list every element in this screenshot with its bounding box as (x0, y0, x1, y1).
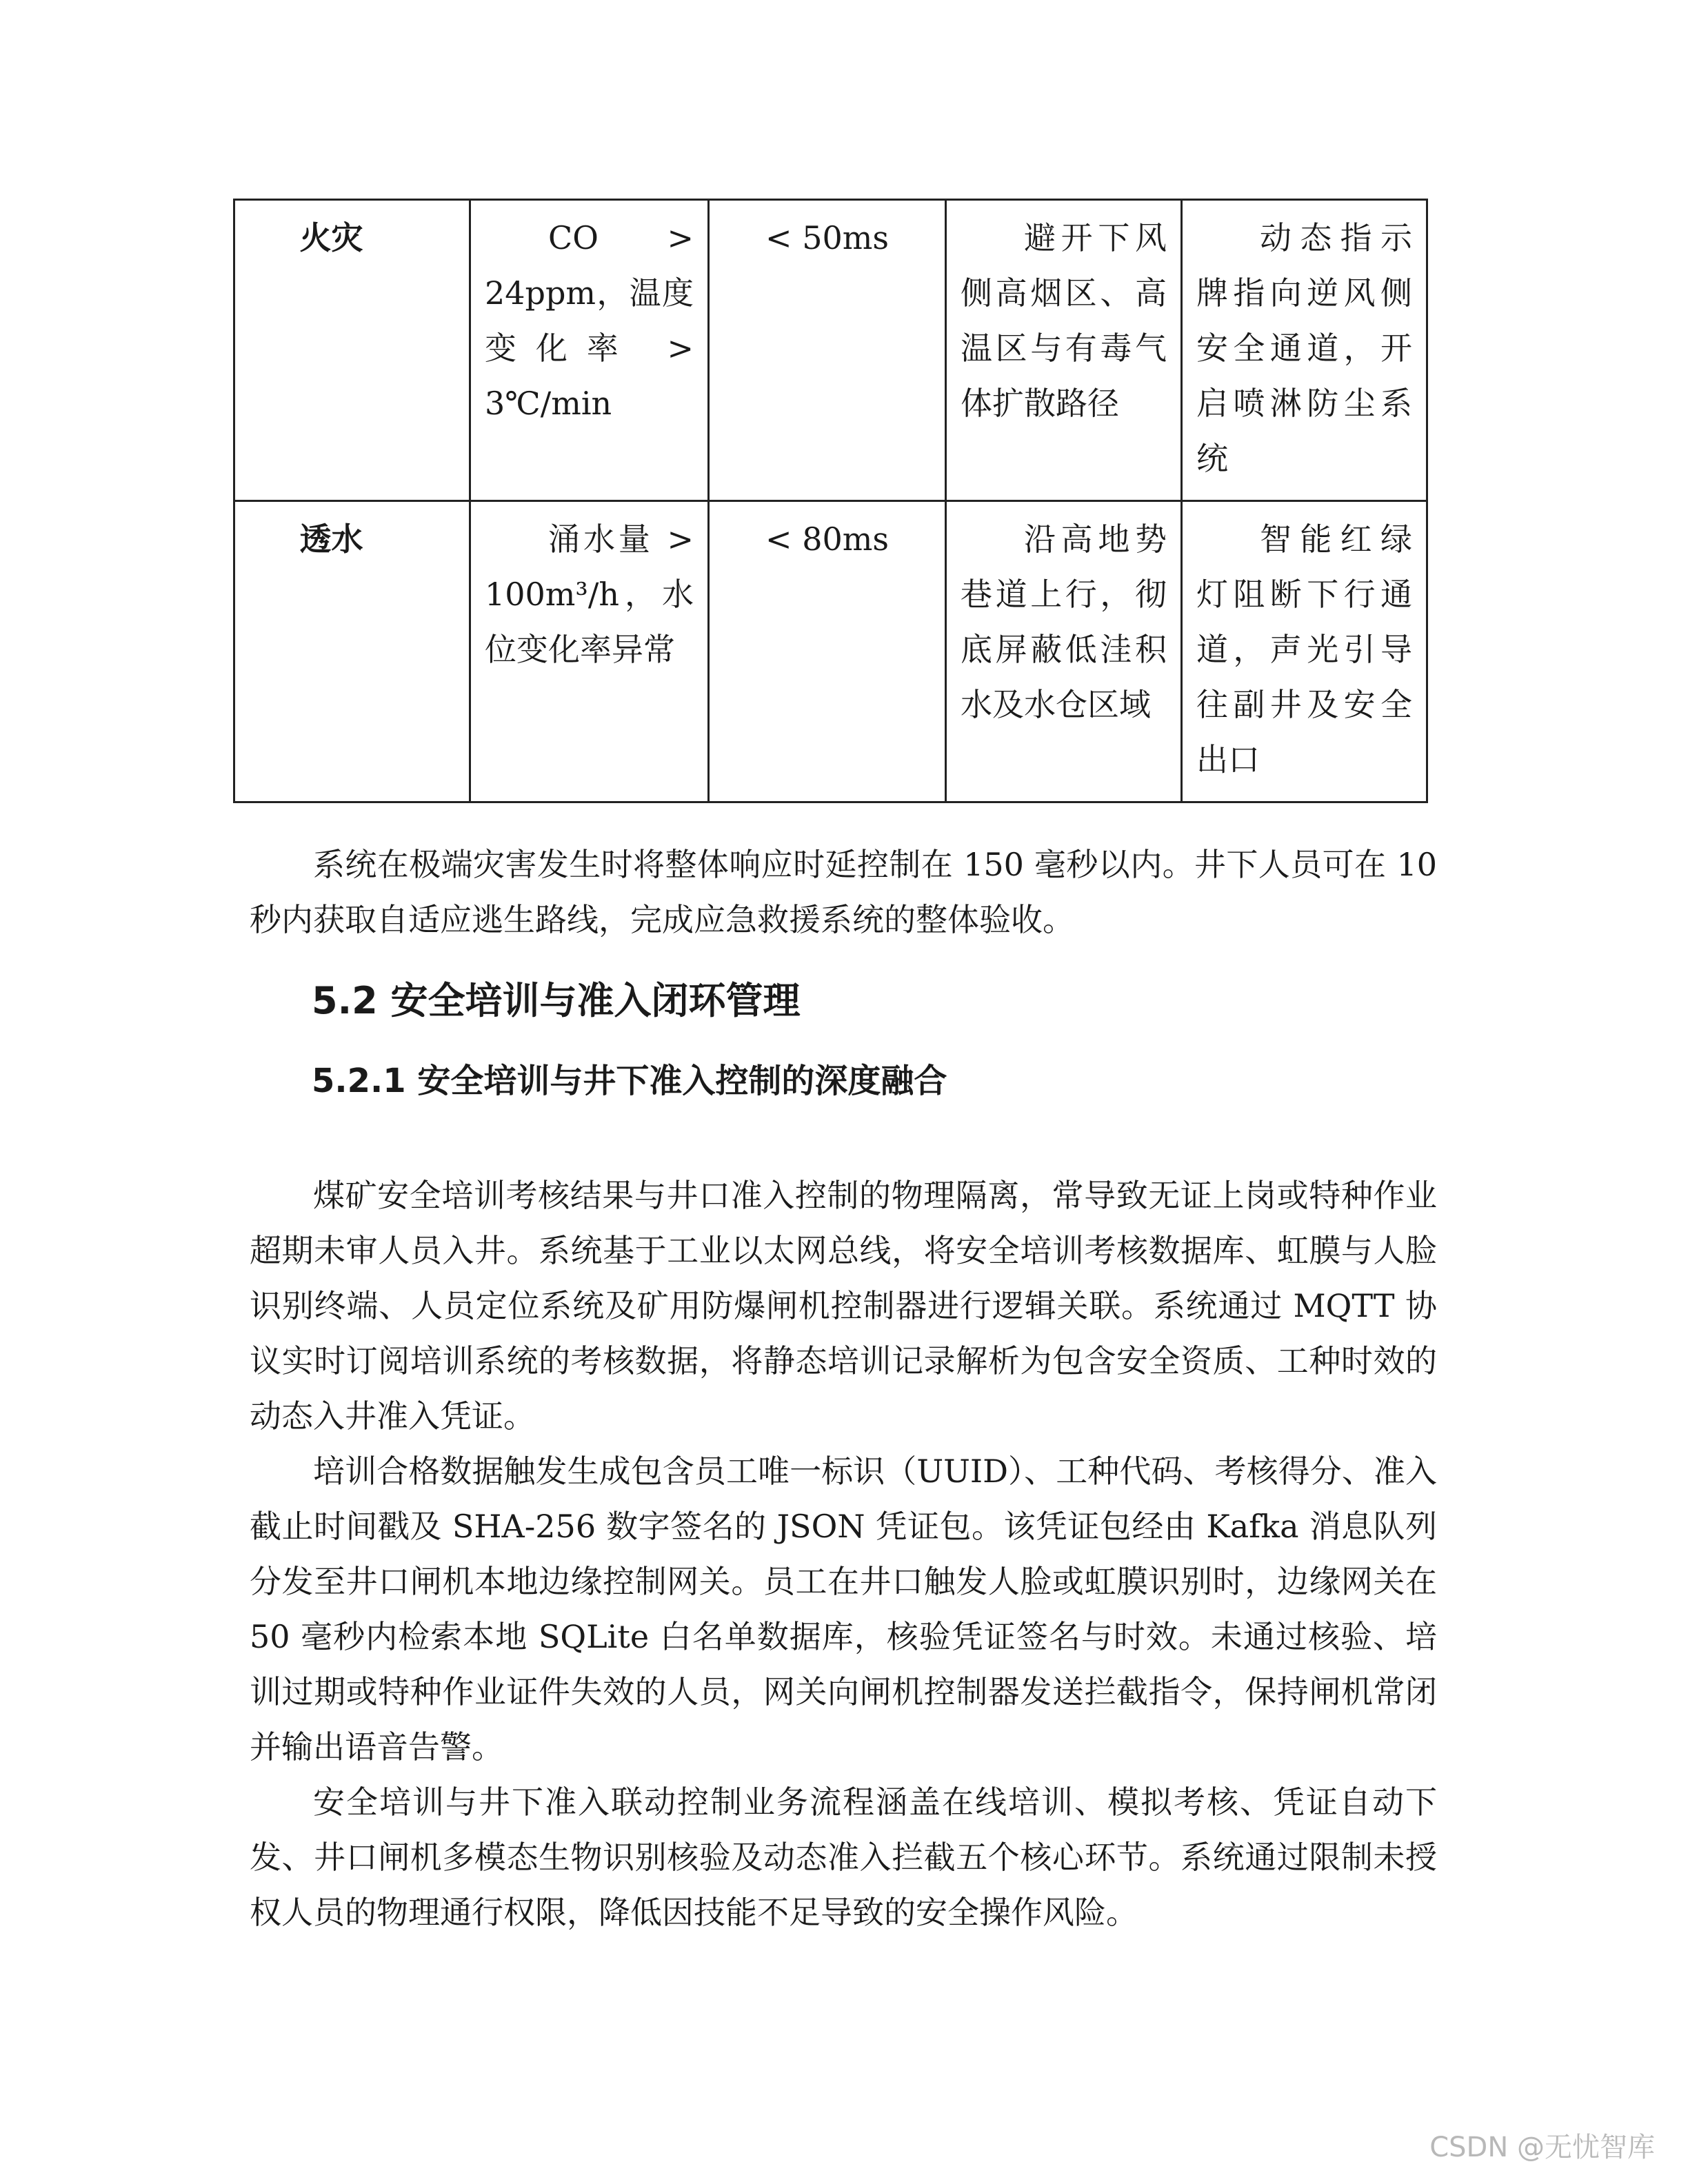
summary-paragraph: 系统在极端灾害发生时将整体响应时延控制在 150 毫秒以内。井下人员可在 10 秒内获取自适应逃生路线，完成应急救援系统的整体验收。 (250, 846, 1437, 938)
body-paragraph: 煤矿安全培训考核结果与井口准入控制的物理隔离，常导致无证上岗或特种作业超期未审人员入井。系统基于工业以太网总线，将安全培训考核数据库、虹膜与人脸识别终端、人员定位系统及矿用防爆闸机控制器进行逻辑关联。系统通过 MQTT 协议实时订阅培训系统的考核数据，将静态培训记录解析为包含安全资质、工种时效的动态入井准入凭证。 (250, 1177, 1437, 1435)
table-row (234, 501, 1427, 802)
disaster-type-cell: 透水 (234, 501, 470, 802)
guidance-cell: 动态指示牌指向逆风侧安全通道，开启喷淋防尘系统 (1182, 200, 1427, 501)
response-time-cell: < 80ms (709, 501, 946, 802)
guidance-cell: 智能红绿灯阻断下行通道，声光引导往副井及安全出口 (1182, 501, 1427, 802)
trigger-condition-cell: CO > 24ppm，温度变化率 > 3℃/min (470, 200, 709, 501)
subsection-heading: 5.2.1 安全培训与井下准入控制的深度融合 (312, 1062, 947, 1100)
section-heading: 5.2 安全培训与准入闭环管理 (312, 979, 801, 1022)
disaster-type-cell: 火灾 (234, 200, 470, 501)
disaster-response-table (233, 199, 1428, 803)
trigger-condition-cell: 涌水量 > 100m³/h，水位变化率异常 (470, 501, 709, 802)
route-strategy-cell: 避开下风侧高烟区、高温区与有毒气体扩散路径 (946, 200, 1182, 501)
body-paragraph: 安全培训与井下准入联动控制业务流程涵盖在线培训、模拟考核、凭证自动下发、井口闸机多模态生物识别核验及动态准入拦截五个核心环节。系统通过限制未授权人员的物理通行权限，降低因技能不足导致的安全操作风险。 (250, 1783, 1437, 1931)
response-time-cell: < 50ms (709, 200, 946, 501)
body-paragraph: 培训合格数据触发生成包含员工唯一标识（UUID）、工种代码、考核得分、准入截止时间戳及 SHA-256 数字签名的 JSON 凭证包。该凭证包经由 Kafka 消息队列分发至井口闸机本地边缘控制网关。员工在井口触发人脸或虹膜识别时，边缘网关在 50 毫秒内检索本地 SQLite 白名单数据库，核验凭证签名与时效。未通过核验、培训过期或特种作业证件失效的人员，网关向闸机控制器发送拦截指令，保持闸机常闭并输出语音告警。 (250, 1453, 1437, 1766)
route-strategy-cell: 沿高地势巷道上行，彻底屏蔽低洼积水及水仓区域 (946, 501, 1182, 802)
csdn-watermark: CSDN @无忧智库 (1429, 2132, 1655, 2163)
table-row (234, 200, 1427, 501)
